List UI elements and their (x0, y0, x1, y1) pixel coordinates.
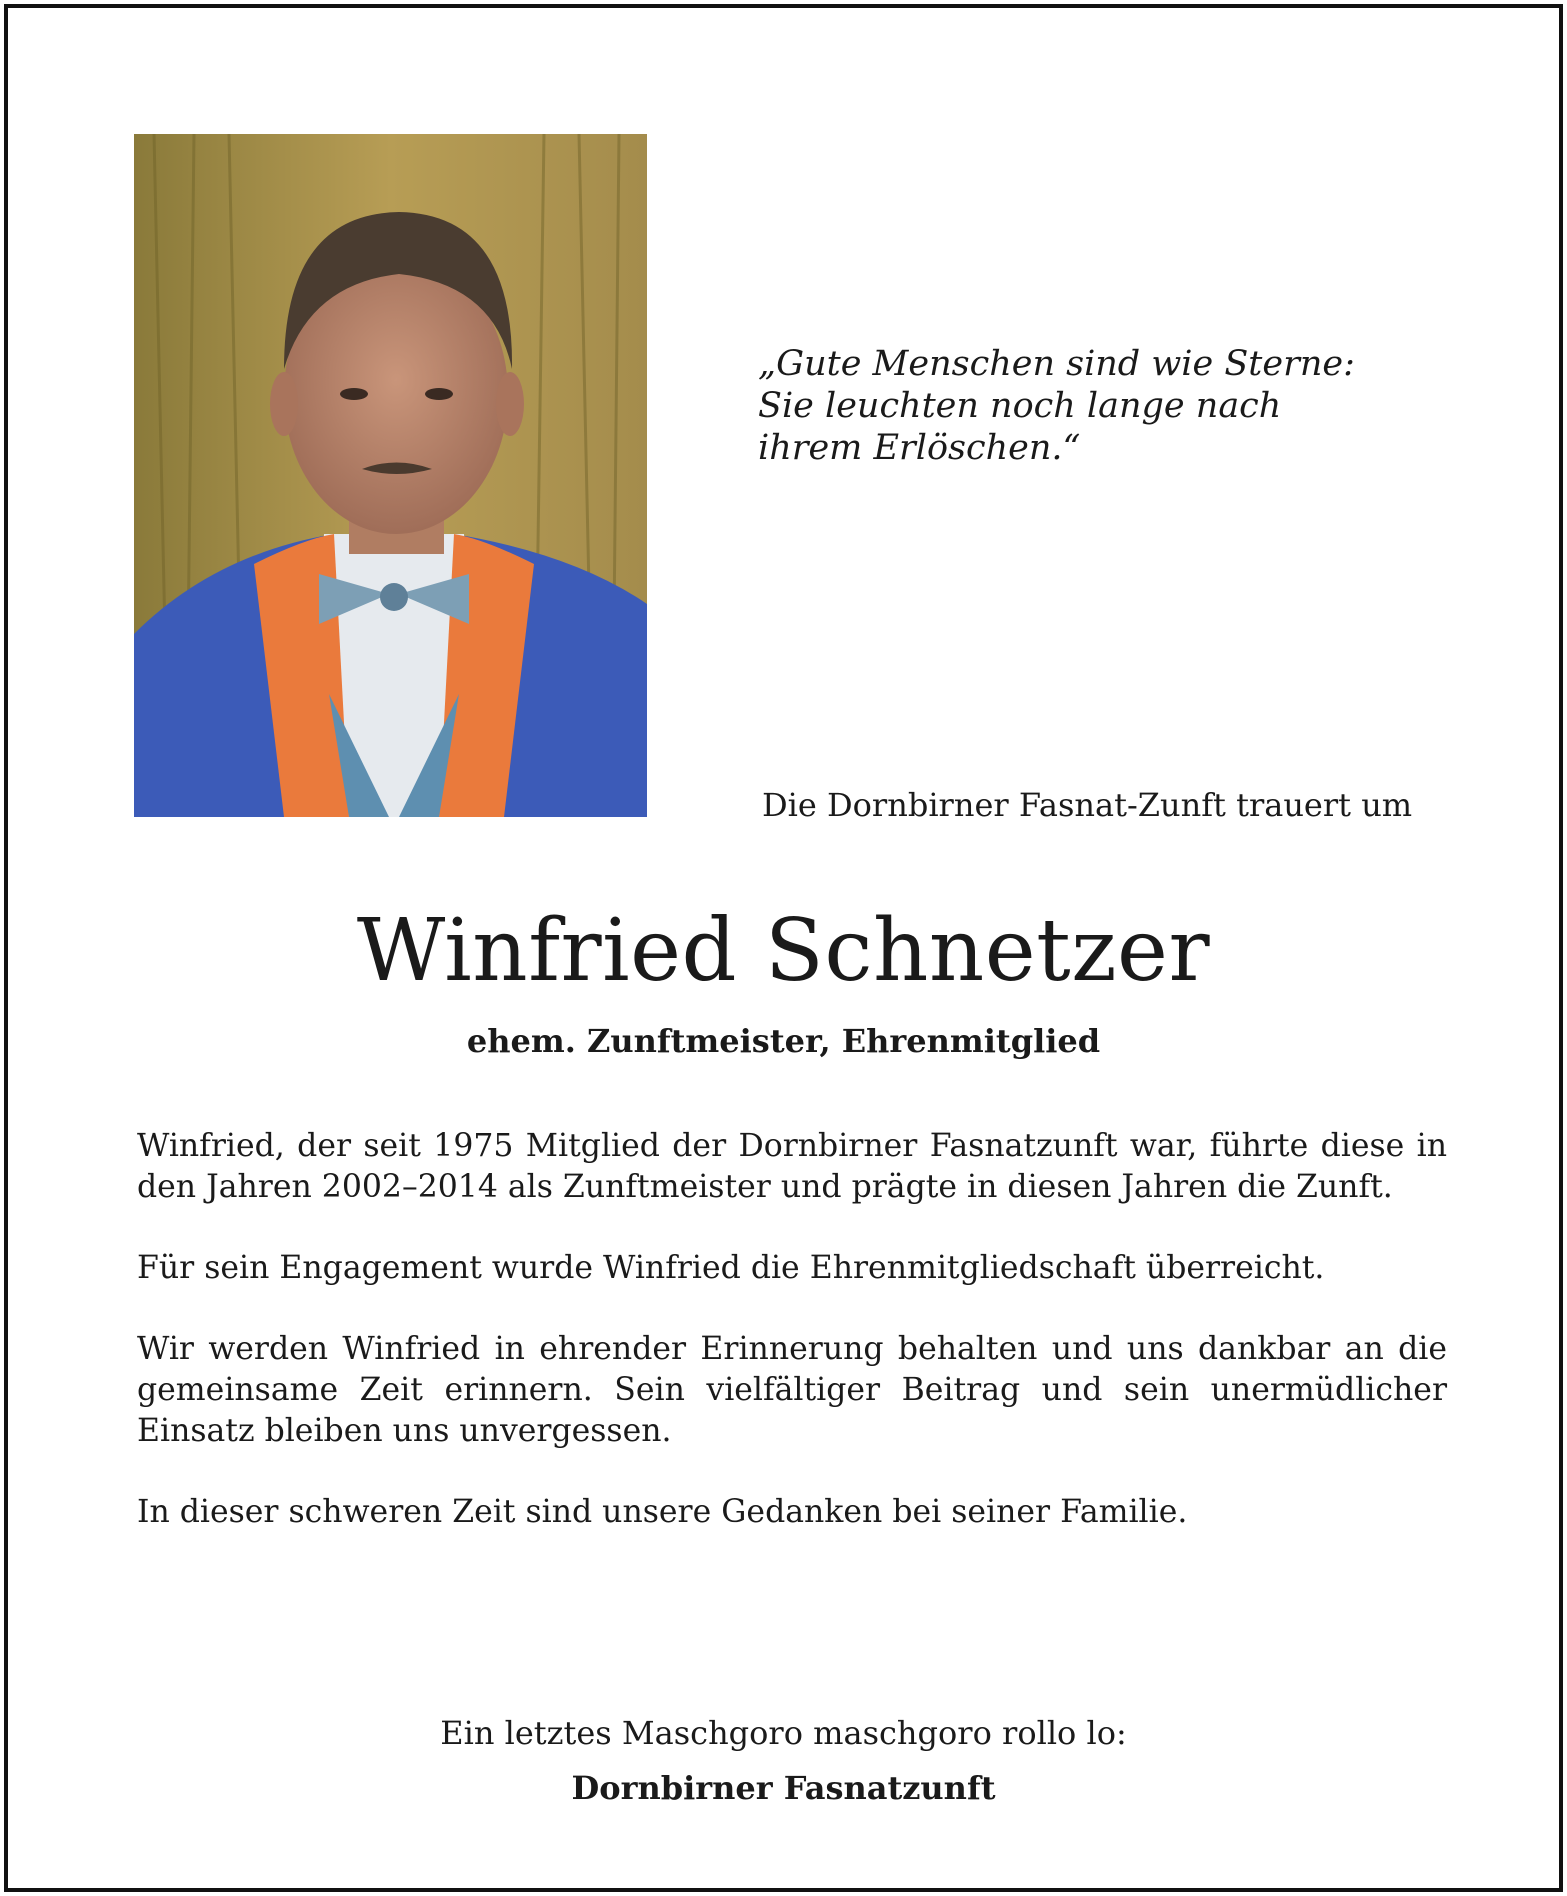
signature: Dornbirner Fasnatzunft (571, 1769, 996, 1807)
quote-line: ihrem Erlöschen.“ (758, 428, 1081, 468)
deceased-title: ehem. Zunftmeister, Ehrenmitglied (466, 1022, 1101, 1060)
body-paragraph: Winfried, der seit 1975 Mitglied der Dornbirner Fasnatzunft war, führte diese in den Jahren 2002–2014 als Zunftmeister und prägte in diesen Jahren die Zunft. (137, 1128, 1447, 1205)
closing-line: Ein letztes Maschgoro maschgoro rollo lo: (440, 1714, 1127, 1752)
deceased-name: Winfried Schnetzer (356, 901, 1211, 1001)
body-paragraph: In dieser schweren Zeit sind unsere Gedanken bei seiner Familie. (137, 1494, 1188, 1530)
portrait-photo (134, 134, 647, 817)
memorial-quote (758, 343, 1478, 469)
quote-line: „Gute Menschen sind wie Sterne: (758, 344, 1355, 384)
portrait-illustration (134, 134, 647, 817)
body-paragraph: Für sein Engagement wurde Winfried die Ehrenmitgliedschaft überreicht. (137, 1250, 1325, 1286)
body-paragraph: Wir werden Winfried in ehrender Erinnerung behalten und uns dankbar an die gemeinsame Zeit erinnern. Sein vielfältiger Beitrag und sein unermüdlicher Einsatz bleiben uns unvergessen. (137, 1331, 1447, 1449)
quote-line: Sie leuchten noch lange nach (758, 386, 1282, 426)
mourning-intro: Die Dornbirner Fasnat-Zunft trauert um (762, 786, 1413, 824)
obituary-body (137, 1126, 1447, 1573)
obituary-frame (4, 4, 1563, 1892)
